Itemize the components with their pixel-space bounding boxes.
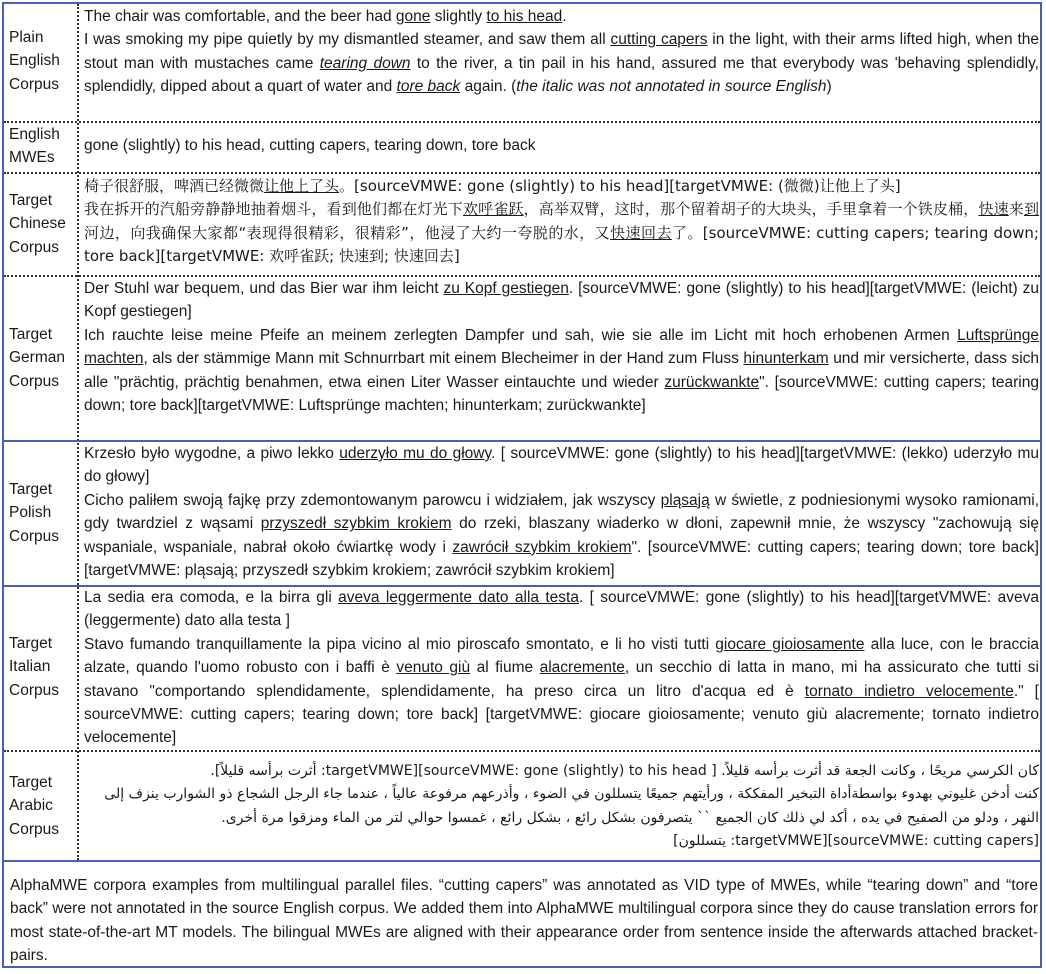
paragraph	[84, 760, 1039, 783]
mwe-underlined: pląsają	[660, 491, 710, 509]
text-segment: ". [sourceVMWE: cutting capers; tearing down; tore back][targetVMWE: pląsają; przyszedł szybkim krokiem; zawrócił szybkim krokiem]	[84, 538, 1039, 580]
text-segment: كان الكرسي مريحًا ، وكانت الجعة قد أثرت برأسه قليلاً. [ sourceVMWE: gone (slightly) to his head][targetVMWE: أثرت برأسه قليلاً].	[210, 763, 1039, 779]
mwe-underlined: uderzyło mu do głowy	[339, 445, 492, 462]
row-label-italian: Target Italian Corpus	[9, 635, 59, 699]
paragraph	[84, 175, 1039, 198]
row-content-plain-english	[84, 5, 1039, 99]
mwe-underlined: giocare gioiosamente	[715, 635, 865, 653]
text-segment: I was smoking my pipe quietly by my dismantled steamer, and saw them all	[84, 31, 611, 49]
text-segment: ". [sourceVMWE: cutting capers; tearing down; tore back][targetVMWE: Luftsprünge machten; hinunterkam; zurückwankte]	[84, 373, 1039, 415]
text-segment: in the light, with their arms lifted high, when the stout man with mustaches came	[84, 31, 1039, 72]
text-segment: 。[sourceVMWE: gone (slightly) to his head][targetVMWE: (微微)让他上了头]	[339, 177, 901, 195]
text-segment: alla luce, con le braccia alzate, quando l'uomo robusto con i baffi è	[84, 635, 1040, 677]
table-caption: AlphaMWE corpora examples from multilingual parallel files. “cutting capers” was annotated as VID type of MWEs, while “tearing down” and “tore back” were not annotated in the source English corpus. We added them into AlphaMWE multilingual corpora since they do cause translation errors for most state-of-the-art MT models. The bilingual MWEs are aligned with their appearance order from sentence inside the afterwards attached bracket-pairs.	[10, 877, 1038, 965]
mwe-underlined: zu Kopf gestiegen	[443, 280, 569, 297]
text-segment: ，高举双臂，这时，那个留着胡子的大块头，手里拿着一个铁皮桶，	[523, 200, 979, 219]
text-segment: w świetle, z podniesionymi wysoko ramionami, gdy twardziel z wąsami	[84, 491, 1039, 533]
mwe-underlined: hinunterkam	[743, 350, 829, 368]
row-content-german	[84, 277, 1039, 417]
text-segment: Krzesło było wygodne, a piwo lekko	[84, 445, 340, 462]
mwe-underlined: 欢呼雀跃	[463, 200, 524, 219]
row-content-arabic	[84, 760, 1039, 854]
mwe-underlined: alacremente	[539, 659, 625, 677]
text-segment: again. (	[460, 78, 517, 96]
text-segment: . [ sourceVMWE: gone (slightly) to his head][targetVMWE: aveva (leggermente) dato alla testa ]	[84, 589, 1039, 630]
text-segment: The chair was comfortable, and the beer had	[84, 8, 396, 25]
row-label-polish: Target Polish Corpus	[9, 481, 59, 545]
mwe-underlined: gone	[395, 8, 431, 25]
mwe-underlined: 到	[1023, 200, 1039, 219]
paragraph	[84, 442, 1039, 489]
paragraph	[84, 5, 1039, 28]
mwe-underlined: przyszedł szybkim krokiem	[260, 515, 452, 533]
text-segment: , als der stämmige Mann mit Schnurrbart mit einem Blecheimer in der Hand zum Fluss	[143, 350, 744, 368]
text-segment: . [ sourceVMWE: gone (slightly) to his head][targetVMWE: (lekko) uderzyło mu do głowy]	[84, 445, 1039, 486]
text-segment: La sedia era comoda, e la birra gli	[84, 589, 339, 606]
row-divider	[4, 172, 1040, 174]
text-segment: gone (slightly) to his head, cutting capers, tearing down, tore back	[84, 137, 536, 154]
paragraph	[84, 783, 1039, 830]
paragraph	[84, 277, 1039, 324]
text-segment: und mir versicherte, dass sich alle "prächtig, prächtig benahmen, etwa einen Liter Wasser eintauchte und wieder	[84, 350, 1040, 391]
table-frame	[2, 2, 1042, 968]
paragraph	[84, 134, 1039, 157]
text-segment: al fiume	[470, 659, 540, 677]
row-label-arabic: Target Arabic Corpus	[9, 774, 59, 838]
row-label-english-mwes: English MWEs	[9, 126, 60, 167]
text-segment: , un secchio di latta in mano, mi ha assicurato che tutti si stavano "comportando splendidamente, splendidamente, ha preso circa un litro d'acqua ed è	[84, 659, 1039, 700]
mwe-underlined: to his head	[486, 8, 563, 25]
text-segment: Ich rauchte leise meine Pfeife an meinem zerlegten Dampfer und sah, wie sie alle im Licht mit hoch erhobenen Armen	[84, 326, 958, 344]
paragraph	[84, 489, 1039, 583]
row-content-english-mwes	[84, 134, 1039, 157]
mwe-underlined: zurückwankte	[664, 373, 760, 391]
paragraph	[84, 586, 1039, 633]
paragraph	[84, 198, 1039, 268]
row-content-polish	[84, 442, 1039, 582]
row-divider	[4, 121, 1040, 123]
text-segment: .	[562, 8, 567, 25]
text-segment: Stavo fumando tranquillamente la pipa vicino al mio piroscafo smontato, e li ho visti tutti	[84, 635, 716, 653]
text-segment: 来	[1008, 200, 1024, 219]
text-segment: to the river, a tin pail in his hand, assured me that everybody was 'behaving splendidly, splendidly, dipped about a quart of water and	[84, 54, 1039, 96]
row-divider	[4, 750, 1040, 752]
mwe-underlined: tornato indietro velocemente	[804, 682, 1014, 700]
mwe-underlined: tore back	[396, 78, 461, 96]
text-segment: كنت أدخن غليوني بهدوء بواسطةأداة التبخير المفككة ، ورأيتهم جميعًا يتسللون في الضوء ، وأذرعهم مرفوعة عالياً ، عندما جاء الرجل الشجاع ذو الشوارب ينزف إلى النهر ، ودلو من الصفيح في يده ، أكد لي ذلك كان الجميع `` يتصرفون بشكل رائع ، بشكل رائع ، غمسوا حوالي لتر من الماء ومزقوا مرة أخرى.	[104, 786, 1039, 826]
text-segment: Der Stuhl war bequem, und das Bier war ihm leicht	[84, 280, 444, 297]
mwe-underlined: 让他上了头	[264, 177, 340, 195]
mwe-underlined: tearing down	[319, 54, 411, 72]
mwe-underlined: Luftsprünge machten	[84, 326, 1039, 368]
text-segment: Cicho paliłem swoją fajkę przy zdemontowanym parowcu i widziałem, jak wszyscy	[84, 491, 661, 509]
text-segment: 了。[sourceVMWE: cutting capers; tearing down; tore back][targetVMWE: 欢呼雀跃; 快速到; 快速回去]	[84, 223, 1039, 266]
mwe-underlined: 快速	[978, 200, 1009, 219]
mwe-underlined: 快速回去	[610, 223, 672, 242]
column-divider	[77, 4, 79, 860]
paragraph	[84, 324, 1039, 418]
mwe-underlined: cutting capers	[610, 31, 708, 49]
text-segment: slightly	[430, 8, 487, 25]
mwe-underlined: zawrócił szybkim krokiem	[452, 538, 632, 556]
row-content-italian	[84, 586, 1039, 750]
text-segment: 椅子很舒服，啤酒已经微微	[84, 177, 265, 195]
text-segment: the italic was not annotated in source English	[516, 78, 827, 96]
row-label-plain-english: Plain English Corpus	[9, 29, 60, 93]
paragraph	[84, 830, 1039, 853]
mwe-underlined: aveva leggermente dato alla testa	[338, 589, 579, 606]
row-label-chinese: Target Chinese Corpus	[9, 192, 66, 256]
text-segment: 河边，向我确保大家都“表现得很精彩，很精彩”，他浸了大约一夸脱的水，又	[84, 223, 611, 242]
text-segment: . [sourceVMWE: gone (slightly) to his head][targetVMWE: (leicht) zu Kopf gestiegen]	[84, 280, 1040, 321]
row-content-chinese	[84, 175, 1039, 269]
text-segment: ." [ sourceVMWE: cutting capers; tearing down; tore back] [targetVMWE: giocare gioiosamente; venuto giù alacremente; tornato indietro velocemente]	[84, 682, 1039, 747]
paragraph	[84, 28, 1039, 98]
paragraph	[84, 633, 1039, 750]
text-segment: )	[826, 78, 832, 96]
text-segment: 我在拆开的汽船旁静静地抽着烟斗，看到他们都在灯光下	[84, 200, 463, 219]
text-segment: do rzeki, blaszany wiaderko w dłoni, zapewnił mnie, że wszyscy "zachowują się wspaniale, wspaniale, nabrał około ćwiartkę wody i	[84, 515, 1039, 556]
text-segment: [sourceVMWE: cutting capers][targetVMWE: يتسللون]	[673, 833, 1039, 850]
row-label-german: Target German Corpus	[9, 326, 65, 390]
mwe-underlined: venuto giù	[396, 659, 471, 677]
row-divider	[4, 860, 1040, 862]
